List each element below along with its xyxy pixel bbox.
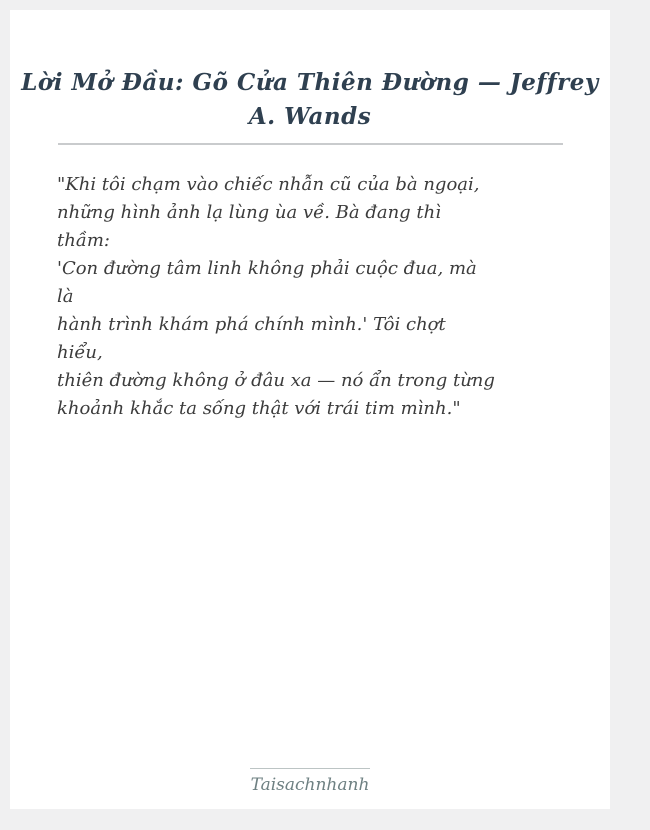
quote-line: khoảnh khắc ta sống thật với trái tim mình." [57, 398, 461, 419]
quote-line: 'Con đường tâm linh không phải cuộc đua, mà [57, 258, 477, 279]
quote-line: thiên đường không ở đâu xa — nó ẩn trong từng [57, 370, 495, 391]
document-page [10, 10, 610, 809]
quote-line: hiểu, [57, 342, 103, 363]
quote-line: hành trình khám phá chính mình.' Tôi chợt [57, 314, 446, 335]
title-divider [58, 143, 563, 145]
page-footer [10, 768, 610, 795]
page-title: Lời Mở Đầu: Gõ Cửa Thiên Đường — Jeffrey A. Wands [21, 69, 599, 130]
footer-divider [250, 768, 370, 769]
footer-brand: Taisachnhanh [250, 775, 370, 795]
quote-line: thầm: [57, 230, 110, 251]
quote-line: là [57, 286, 74, 307]
quote-line: "Khi tôi chạm vào chiếc nhẫn cũ của bà ngoại, [57, 174, 480, 195]
quote-line: những hình ảnh lạ lùng ùa về. Bà đang thì [57, 202, 441, 223]
quote-block [57, 171, 495, 423]
